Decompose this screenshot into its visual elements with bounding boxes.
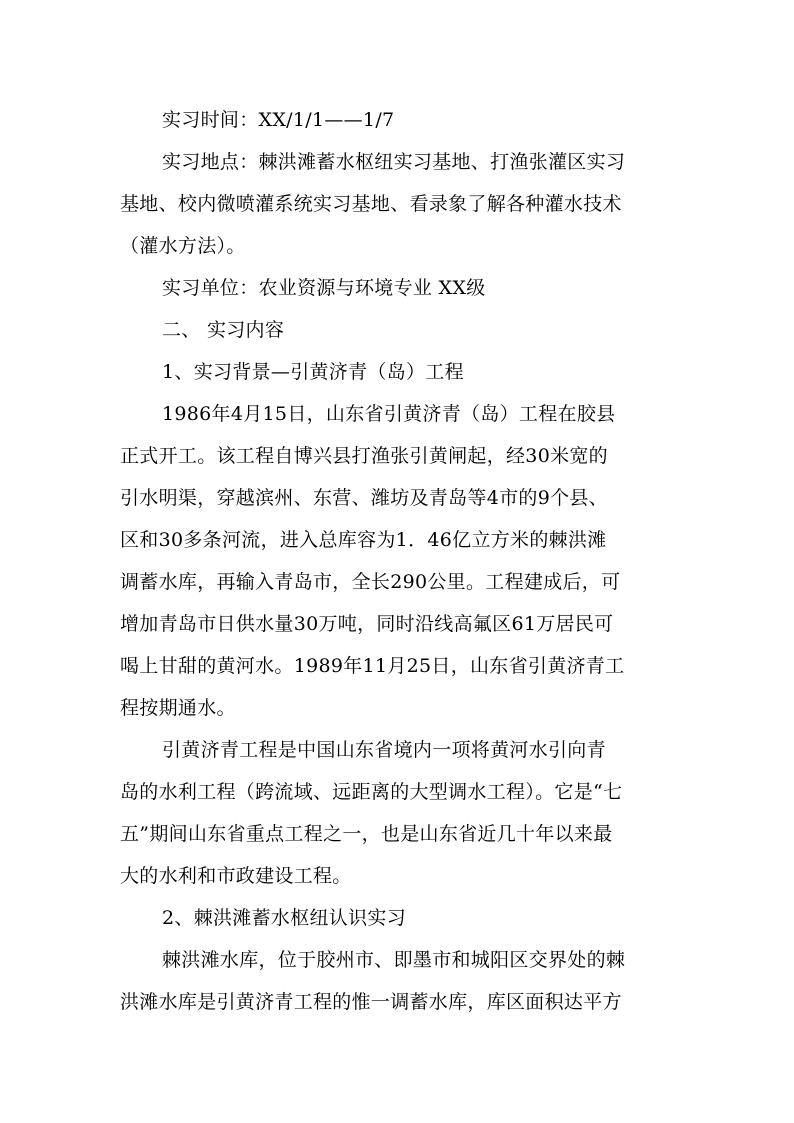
paragraph-1-line-2: 正式开工。该工程自博兴县打渔张引黄闸起，经30米宽的 — [120, 445, 608, 467]
paragraph-1-line-7: 喝上甘甜的黄河水。1989年11月25日，山东省引黄济青工 — [120, 655, 625, 677]
subheading-reservoir-practice: 2、棘洪滩蓄水枢纽认识实习 — [162, 907, 406, 929]
paragraph-2-line-1: 引黄济青工程是中国山东省境内一项将黄河水引向青 — [162, 739, 606, 761]
paragraph-1-line-4: 区和30多条河流，进入总库容为1．46亿立方米的棘洪滩 — [120, 529, 607, 551]
section-heading-practice-content: 二、 实习内容 — [162, 319, 285, 341]
practice-time-line: 实习时间：XX/1/1——1/7 — [162, 109, 395, 131]
practice-unit-line: 实习单位：农业资源与环境专业 XX级 — [162, 277, 486, 299]
paragraph-1-line-3: 引水明渠，穿越滨州、东营、潍坊及青岛等4市的9个县、 — [120, 487, 608, 509]
paragraph-2-line-3: 五”期间山东省重点工程之一，也是山东省近几十年以来最 — [120, 823, 613, 845]
paragraph-2-line-2: 岛的水利工程（跨流域、远距离的大型调水工程）。它是“七 — [120, 781, 623, 803]
paragraph-3-line-2: 洪滩水库是引黄济青工程的惟一调蓄水库，库区面积达平方 — [120, 991, 622, 1013]
paragraph-1-line-1: 1986年4月15日，山东省引黄济青（岛）工程在胶县 — [162, 403, 616, 425]
paragraph-1-line-5: 调蓄水库，再输入青岛市，全长290公里。工程建成后，可 — [120, 571, 621, 593]
practice-location-continued-line: 基地、校内微喷灌系统实习基地、看录象了解各种灌水技术 — [120, 193, 622, 215]
paragraph-3-line-1: 棘洪滩水库，位于胶州市、即墨市和城阳区交界处的棘 — [162, 949, 626, 971]
practice-location-line: 实习地点：棘洪滩蓄水枢纽实习基地、打渔张灌区实习 — [162, 151, 626, 173]
subheading-background: 1、实习背景—引黄济青（岛）工程 — [162, 361, 464, 383]
irrigation-method-line: （灌水方法）。 — [120, 235, 246, 257]
paragraph-1-line-8: 程按期通水。 — [120, 697, 236, 719]
paragraph-1-line-6: 增加青岛市日供水量30万吨，同时沿线高氟区61万居民可 — [120, 613, 614, 635]
paragraph-2-line-4: 大的水利和市政建设工程。 — [120, 865, 352, 887]
